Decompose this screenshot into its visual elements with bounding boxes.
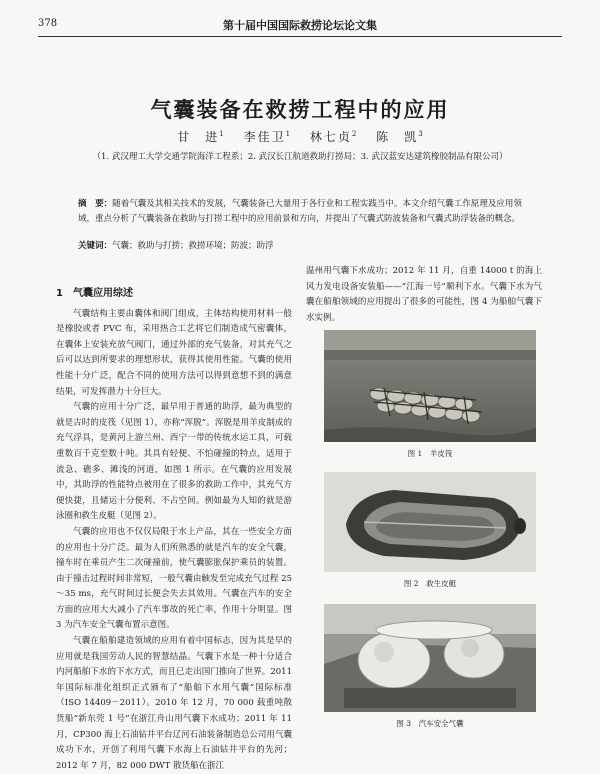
sheepskin-raft-photo bbox=[324, 330, 536, 442]
abstract bbox=[78, 197, 522, 227]
right-column-text bbox=[306, 264, 542, 326]
car-airbag-photo bbox=[324, 604, 536, 712]
left-column bbox=[56, 286, 292, 774]
author: 林七贞$^2$ bbox=[309, 130, 357, 144]
keywords-label: 关键词： bbox=[78, 241, 113, 251]
page-header bbox=[38, 16, 562, 37]
page-number: 378 bbox=[38, 18, 58, 29]
figure-caption: 图 2 救生皮艇 bbox=[403, 579, 457, 588]
author: 陈 凯$^3$ bbox=[376, 130, 423, 144]
figure-3 bbox=[324, 604, 536, 729]
section-heading: 1 气囊应用综述 bbox=[56, 288, 133, 299]
inflatable-boat-photo bbox=[324, 472, 536, 572]
body-paragraph: 气囊的应用也不仅仅局限于水上产品，其在一些安全方面的应用也十分广泛。最为人们所熟悉的就是汽车的安全气囊，撞车时在乘员产生二次碰撞前，使气囊膨胀保护乘员的装置。由于撞击过程时间非常短，一般气囊由触发至完成充气过程 25～35 ms，充气时间过长便会失去其效用。气囊在汽车的安全方面的应用大大减小了汽车事故的死亡率，作用十分明显。图 3 为汽车安全气囊布置示意图。 bbox=[56, 526, 292, 631]
affiliations: （1. 武汉理工大学交通学院海洋工程系；2. 武汉长江航道救助打捞局；3. 武汉蓝安达建筑橡胶制品有限公司） bbox=[92, 152, 508, 162]
keywords bbox=[78, 239, 522, 251]
author: 李佳卫$^1$ bbox=[243, 130, 291, 144]
body-paragraph: 气囊的应用十分广泛，最早用于普通的助浮，最为典型的就是古时的皮筏（见图 1），亦称“浑脱”。浑脱是用羊皮制成的充气浮具，是黄河上游兰州、西宁一带的传统水运工具，可载重数百千克至数十吨。其具有轻便、不怕碰撞的特点，适用于流急、礁多、滩浅的河道，如图 1 所示。在气囊的应用发展中，其助浮的性能特点被用在了很多的救助工作中，其充气方便快捷，且储运十分便利、不占空间。例如最为人知的就是游泳圈和救生皮艇（见图 2）。 bbox=[56, 402, 292, 522]
figure-2 bbox=[324, 472, 536, 589]
abstract-text: 随着气囊及其相关技术的发展，气囊装备已大量用于各行业和工程实践当中。本文介绍气囊工作原理及应用领域，重点分析了气囊装备在救助与打捞工程中的应用前景和方向，并提出了气囊式防波装备和气囊式助浮装备的概念。 bbox=[78, 199, 522, 224]
running-title: 第十届中国国际救捞论坛论文集 bbox=[223, 19, 377, 32]
author: 甘 进$^1$ bbox=[177, 130, 224, 144]
figure-1 bbox=[324, 330, 536, 459]
abstract-label: 摘 要： bbox=[78, 199, 113, 209]
author-list bbox=[0, 128, 600, 145]
body-paragraph: 气囊在船舶建造领域的应用有着中国标志，因为其是早的应用就是我国劳动人民的智慧结晶。气囊下水是一种十分适合内河船舶下水的下水方式，而且已走出国门推向了世界。2011 年国际标准化组织正式颁布了“船舶下水用气囊”国际标准（ISO 14409－2011）。2010 年 12 月，70 000 载重吨散货船“新东莞 1 号”在浙江舟山用气囊下水成功；2011 年 11 月，CP300 海上石油钻井平台辽河石油装备制造总公司用气囊成功下水，开创了利用气囊下水海上石油钻井平台的先河；2012 年 7 月，82 000 DWT 散货船在浙江 bbox=[56, 636, 292, 771]
figure-caption: 图 3 汽车安全气囊 bbox=[396, 719, 464, 728]
keywords-text: 气囊；救助与打捞；救捞环境；防波；助浮 bbox=[112, 241, 274, 251]
paper-title: 气囊装备在救捞工程中的应用 bbox=[150, 97, 450, 122]
body-paragraph: 气囊结构主要由囊体和阀门组成，主体结构使用材料一般是橡胶或者 PVC 布，采用热合工艺将它们制造成气密囊体，在囊体上安装充放气阀门，通过外部的充气装备，对其充气之后可以达到所要求的理想形状，获得其使用性能。气囊的使用性能十分广泛，配合不同的使用方法可以得到意想不到的满意结果，可发挥潜力十分巨大。 bbox=[56, 308, 292, 397]
body-paragraph: 温州用气囊下水成功；2012 年 11 月，自重 14000 t 的海上风力发电设备安装船——“江海一号”顺利下水。气囊下水为气囊在船舶领域的应用提出了很多的可能性，图 4 为船舶气囊下水实例。 bbox=[306, 266, 542, 323]
figure-caption: 图 1 羊皮筏 bbox=[407, 449, 453, 458]
